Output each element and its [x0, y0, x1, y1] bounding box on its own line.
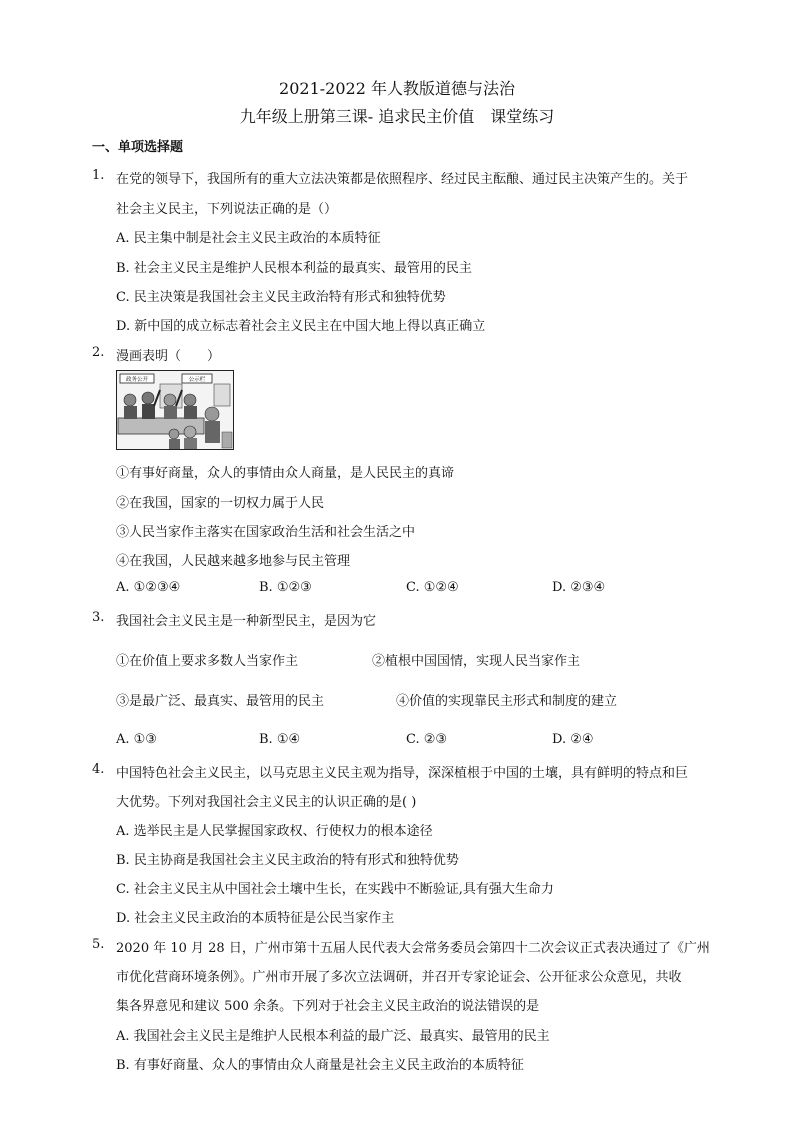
cartoon-image: [116, 370, 234, 450]
sign-left-text: 政务公开: [125, 377, 149, 383]
question-3-option-c: C. ②③: [406, 732, 448, 747]
question-3-option-b: B. ①④: [259, 732, 301, 747]
document-title-line2: 九年级上册第三课- 追求民主价值 课堂练习: [239, 107, 555, 126]
question-5-stem-cont-1: 市优化营商环境条例》。广州市开展了多次立法调研，并召开专家论证会、公开征求公众意见，共收: [116, 970, 682, 985]
question-2-option-a: A. ①②③④: [116, 580, 181, 595]
question-2-statement-3: ③人民当家作主落实在国家政治生活和社会生活之中: [116, 525, 416, 540]
question-3-statement-4: ④价值的实现靠民主形式和制度的建立: [396, 694, 618, 709]
question-4-stem: 中国特色社会主义民主，以马克思主义民主观为指导，深深植根于中国的土壤，具有鲜明的特点和巨: [116, 766, 689, 781]
question-2-number: 2.: [92, 345, 105, 360]
question-5-number: 5.: [92, 937, 105, 952]
question-4-stem-cont: 大优势。下列对我国社会主义民主的认识正确的是( ): [116, 795, 417, 810]
question-1-option-b: B. 社会主义民主是维护人民根本利益的最真实、最管用的民主: [116, 261, 472, 276]
question-5-stem-cont-2: 集各界意见和建议 500 余条。下列对于社会主义民主政治的说法错误的是: [116, 999, 540, 1014]
question-4-option-a: A. 选举民主是人民掌握国家政权、行使权力的根本途径: [116, 824, 433, 839]
question-5-stem: 2020 年 10 月 28 日，广州市第十五届人民代表大会常务委员会第四十二次会议正式表决通过了《广州: [116, 941, 710, 956]
question-5-option-b: B. 有事好商量、众人的事情由众人商量是社会主义民主政治的本质特征: [116, 1058, 524, 1073]
question-3-option-d: D. ②④: [552, 732, 594, 747]
question-3-stem: 我国社会主义民主是一种新型民主，是因为它: [116, 614, 377, 629]
question-3-statement-3: ③是最广泛、最真实、最管用的民主: [116, 694, 325, 709]
question-2-option-d: D. ②③④: [552, 580, 606, 595]
question-4-option-c: C. 社会主义民主从中国社会土壤中生长，在实践中不断验证,具有强大生命力: [116, 882, 554, 897]
question-3-option-a: A. ①③: [116, 732, 157, 747]
question-4-number: 4.: [92, 762, 105, 777]
question-2-stem: 漫画表明（ ）: [116, 349, 221, 364]
question-1-stem: 在党的领导下，我国所有的重大立法决策都是依照程序、经过民主酝酿、通过民主决策产生的。关于: [116, 172, 689, 187]
question-1-number: 1.: [92, 168, 105, 183]
question-1-option-c: C. 民主决策是我国社会主义民主政治特有形式和独特优势: [116, 290, 446, 305]
question-2-statement-2: ②在我国，国家的一切权力属于人民: [116, 496, 325, 511]
question-5-option-a: A. 我国社会主义民主是维护人民根本利益的最广泛、最真实、最管用的民主: [116, 1029, 550, 1044]
question-4-option-d: D. 社会主义民主政治的本质特征是公民当家作主: [116, 911, 395, 926]
question-3-statement-1: ①在价值上要求多数人当家作主: [116, 654, 299, 669]
question-2-option-c: C. ①②④: [406, 580, 459, 595]
document-title-line1: 2021-2022 年人教版道德与法治: [279, 79, 515, 98]
question-2-statement-4: ④在我国，人民越来越多地参与民主管理: [116, 554, 351, 569]
question-2-option-b: B. ①②③: [259, 580, 312, 595]
question-4-option-b: B. 民主协商是我国社会主义民主政治的特有形式和独特优势: [116, 853, 459, 868]
question-1-stem-cont: 社会主义民主，下列说法正确的是（）: [116, 202, 338, 217]
question-3-statement-2: ②植根中国国情，实现人民当家作主: [372, 654, 581, 669]
question-1-option-d: D. 新中国的成立标志着社会主义民主在中国大地上得以真正确立: [116, 319, 486, 334]
question-3-number: 3.: [92, 610, 105, 625]
section-heading: 一、单项选择题: [92, 140, 184, 155]
sign-right-text: 公示栏: [188, 377, 206, 383]
question-2-statement-1: ①有事好商量，众人的事情由众人商量，是人民民主的真谛: [116, 466, 455, 481]
question-1-option-a: A. 民主集中制是社会主义民主政治的本质特征: [116, 231, 381, 246]
